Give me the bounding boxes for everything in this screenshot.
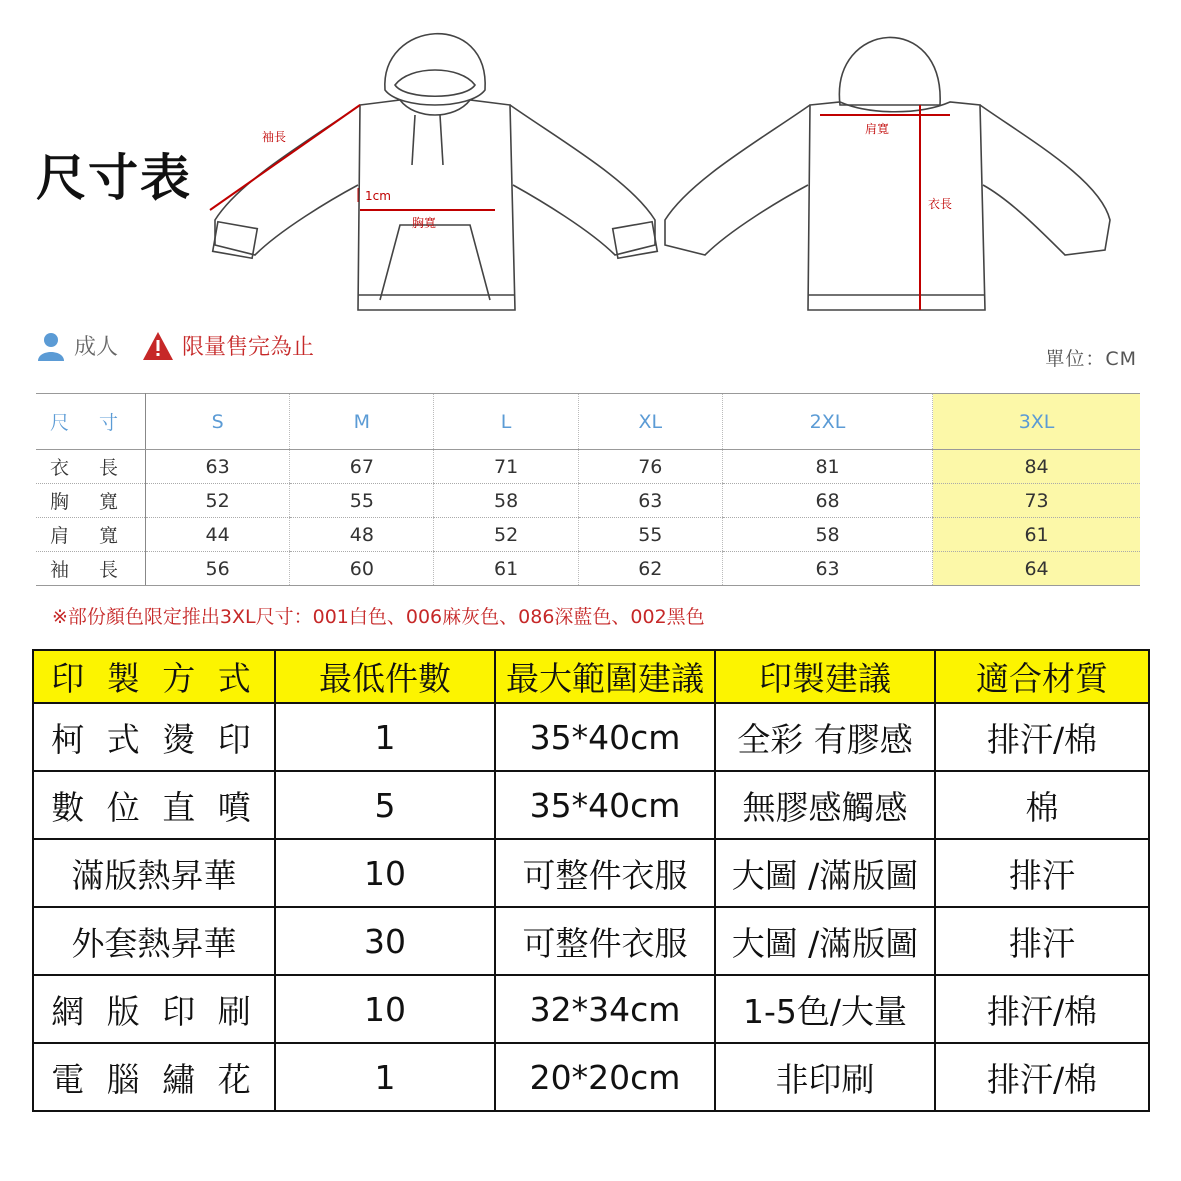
table-cell: 5 [275,771,495,839]
table-cell: 52 [146,484,290,518]
table-cell: 62 [578,552,722,586]
header-max-area: 最大範圍建議 [495,650,715,703]
table-cell: 全彩 有膠感 [715,703,935,771]
size-col-l: L [434,394,578,450]
size-col-3xl: 3XL [933,394,1140,450]
table-cell: 61 [933,518,1140,552]
table-cell: 可整件衣服 [495,839,715,907]
row-label: 袖 長 [36,552,146,586]
table-row [33,1043,1149,1111]
table-cell: 64 [933,552,1140,586]
hoodie-back-drawing [665,37,1110,310]
table-row [36,552,1140,586]
table-cell: 棉 [935,771,1149,839]
table-cell: 58 [722,518,932,552]
header-min-qty: 最低件數 [275,650,495,703]
audience-label: 成人 [74,335,119,360]
header-material: 適合材質 [935,650,1149,703]
table-cell: 1 [275,703,495,771]
table-cell: 63 [578,484,722,518]
row-label: 胸 寬 [36,484,146,518]
table-cell: 55 [290,484,434,518]
size-header-label: 尺 寸 [36,394,146,450]
table-cell: 35*40cm [495,703,715,771]
table-cell: 76 [578,450,722,484]
table-cell: 排汗 [935,907,1149,975]
person-icon [36,331,66,361]
row-label: 衣 長 [36,450,146,484]
table-cell: 電 腦 繡 花 [33,1043,275,1111]
table-cell: 60 [290,552,434,586]
table-cell: 滿版熱昇華 [33,839,275,907]
table-cell: 58 [434,484,578,518]
body-length-label: 衣長 [928,197,953,211]
size-table [36,393,1140,586]
table-cell: 67 [290,450,434,484]
table-cell: 大圖 /滿版圖 [715,907,935,975]
table-cell: 1-5色/大量 [715,975,935,1043]
print-header-row [33,650,1149,703]
table-cell: 68 [722,484,932,518]
table-cell: 排汗/棉 [935,1043,1149,1111]
row-label: 肩 寬 [36,518,146,552]
print-method-table [32,649,1150,1112]
table-cell: 排汗/棉 [935,975,1149,1043]
size-col-xl: XL [578,394,722,450]
unit-label: 單位：CM [1045,348,1137,370]
warning-icon [142,331,174,361]
chest-width-label: 胸寬 [412,216,437,230]
table-cell: 84 [933,450,1140,484]
table-cell: 71 [434,450,578,484]
table-cell: 32*34cm [495,975,715,1043]
size-header-row [36,394,1140,450]
table-cell: 排汗 [935,839,1149,907]
table-cell: 81 [722,450,932,484]
meta-row [36,330,314,361]
table-cell: 10 [275,975,495,1043]
table-cell: 數 位 直 噴 [33,771,275,839]
size-col-s: S [146,394,290,450]
size-col-2xl: 2XL [722,394,932,450]
table-cell: 可整件衣服 [495,907,715,975]
table-cell: 20*20cm [495,1043,715,1111]
table-cell: 35*40cm [495,771,715,839]
header-method: 印 製 方 式 [33,650,275,703]
table-cell: 排汗/棉 [935,703,1149,771]
table-row [33,703,1149,771]
table-cell: 非印刷 [715,1043,935,1111]
offset-label: 1cm [365,189,391,203]
table-cell: 63 [722,552,932,586]
table-cell: 10 [275,839,495,907]
table-cell: 無膠感觸感 [715,771,935,839]
table-row [36,450,1140,484]
size-col-m: M [290,394,434,450]
header-advice: 印製建議 [715,650,935,703]
table-cell: 1 [275,1043,495,1111]
table-cell: 73 [933,484,1140,518]
table-cell: 63 [146,450,290,484]
table-row [36,518,1140,552]
table-cell: 柯 式 燙 印 [33,703,275,771]
page-title: 尺寸表 [36,149,192,207]
table-row [33,839,1149,907]
table-row [33,975,1149,1043]
table-row [36,484,1140,518]
table-cell: 44 [146,518,290,552]
hoodie-diagram [200,10,1120,320]
table-cell: 61 [434,552,578,586]
table-cell: 網 版 印 刷 [33,975,275,1043]
table-row [33,907,1149,975]
table-cell: 55 [578,518,722,552]
table-cell: 30 [275,907,495,975]
color-note: ※部份顏色限定推出3XL尺寸：001白色、006麻灰色、086深藍色、002黑色 [52,606,705,628]
table-cell: 大圖 /滿版圖 [715,839,935,907]
hoodie-front-drawing [213,34,658,310]
shoulder-width-label: 肩寬 [865,122,890,136]
table-row [33,771,1149,839]
warning-text: 限量售完為止 [182,335,315,360]
table-cell: 56 [146,552,290,586]
table-cell: 外套熱昇華 [33,907,275,975]
table-cell: 48 [290,518,434,552]
table-cell: 52 [434,518,578,552]
sleeve-length-label: 袖長 [262,130,287,144]
